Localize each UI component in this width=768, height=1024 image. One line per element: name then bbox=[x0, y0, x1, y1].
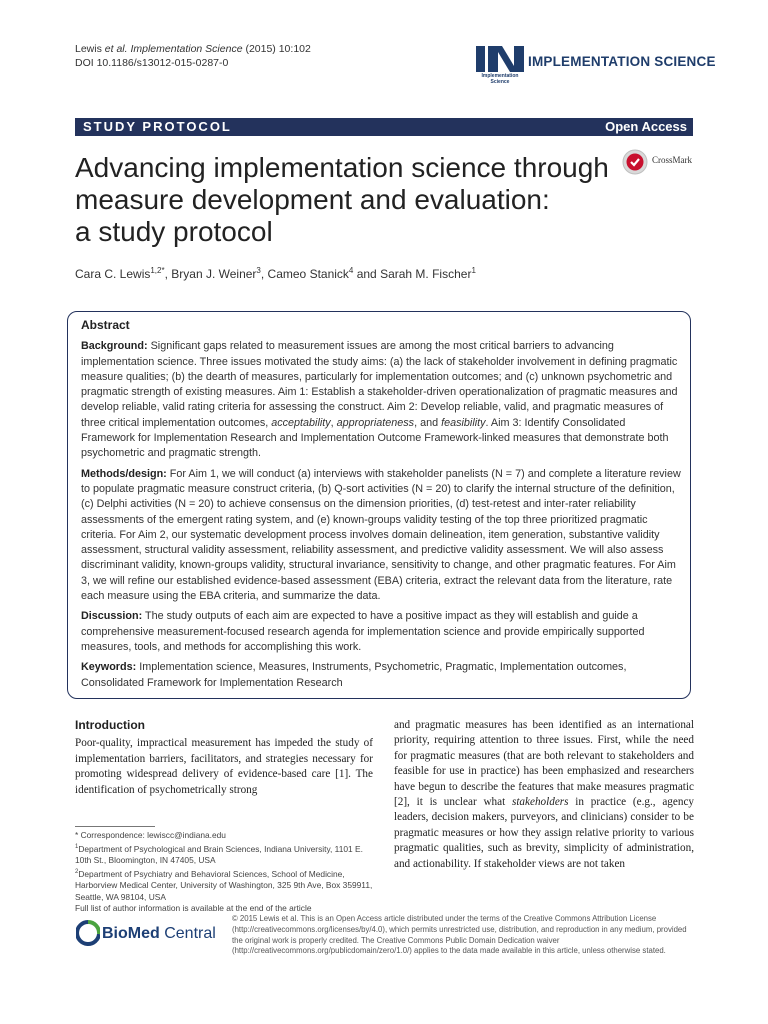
author-info-note: Full list of author information is available at the end of the article bbox=[75, 903, 312, 914]
journal-logo-text: IMPLEMENTATION SCIENCE bbox=[528, 54, 716, 69]
crossmark-label: CrossMark bbox=[652, 155, 692, 165]
license-text: © 2015 Lewis et al. This is an Open Access article distributed under the terms of the Creative Commons Attribution License (http://creativecommons.org/licenses/by/4.0), which permits unrestricted use, distribution, and reproduction in any medium, provided the original work is properly credited. The Creative Commons Public Domain Dedication waiver (http://creativecommons.org/publicdomain/zero/1.0/) applies to the data made available in this article, unless otherwise stated. bbox=[232, 914, 687, 956]
article-type-banner bbox=[75, 118, 693, 136]
intro-paragraph-continued: and pragmatic measures has been identified as an international priority, requiring attention to three issues. First, while the need for pragmatic measures (that are both relevant to stakeholders and feasible for use in practice) has been emphasized and researchers have begun to describe the features that make measures pragmatic [2], it is unclear what stakeholders in practice (e.g., agency leaders, decision makers, purveyors, and clinicians) consider to be pragmatic measures or how they assign relative priority to various pragmatic qualities, such as brevity, simplicity of administration, and actionability. If stakeholder views are not taken bbox=[394, 719, 695, 870]
author-affiliation: 1,2* bbox=[150, 266, 165, 275]
biomed-central-icon bbox=[76, 919, 100, 949]
abstract-keywords: Keywords: Implementation science, Measures, Instruments, Psychometric, Pragmatic, Implementation outcomes, Consolidated Framework for Implementation Research bbox=[81, 661, 627, 689]
correspondence-email[interactable]: * Correspondence: lewiscc@indiana.edu bbox=[75, 830, 226, 840]
biomed-central-wordmark: BioMed Central bbox=[102, 925, 216, 942]
abstract-heading: Abstract bbox=[81, 318, 130, 332]
author-name[interactable]: Cameo Stanick bbox=[267, 267, 349, 281]
citation-line: Lewis et al. Implementation Science (2015) 10:102 bbox=[75, 43, 311, 55]
article-type-label: STUDY PROTOCOL bbox=[83, 119, 232, 134]
abstract-discussion: Discussion: The study outputs of each aim are expected to have a positive impact as they will establish and guide a comprehensive measurement-focused research agenda for implementation science and provide empirically supported measures, tools, and methods for accomplishing this work. bbox=[81, 610, 645, 653]
intro-heading: Introduction bbox=[75, 718, 145, 732]
article-title bbox=[75, 152, 635, 248]
title-line-3: a study protocol bbox=[75, 216, 273, 247]
abstract-background: Background: Significant gaps related to measurement issues are among the most critical barriers to advancing implementation science. Three issues motivated the study aims: (a) the lack of stakeholder involvement in defining pragmatic measure qualities; (b) the dearth of measures, particularly for implementation outcomes; and (c) unknown psychometric and pragmatic strength of existing measures. Aim 1: Establish a stakeholder-driven operationalization of pragmatic measures and develop reliable, valid rating criteria for assessing the construct. Aim 2: Develop reliable, valid, and pragmatic measures of three critical implementation outcomes, acceptability, appropriateness, and feasibility. Aim 3: Identify Consolidated Framework for Implementation Research and Implementation Outcome Framework-linked measures that demonstrate both psychometric and pragmatic strength. bbox=[81, 340, 678, 460]
author-affiliation: 1 bbox=[471, 266, 476, 275]
author-affiliation: 3 bbox=[256, 266, 261, 275]
implementation-science-logo-icon bbox=[476, 46, 524, 72]
author-name[interactable]: Sarah M. Fischer bbox=[380, 267, 472, 281]
citation-header bbox=[75, 42, 311, 70]
crossmark-badge[interactable] bbox=[622, 149, 702, 173]
doi-link[interactable]: DOI 10.1186/s13012-015-0287-0 bbox=[75, 57, 229, 69]
author-name[interactable]: Cara C. Lewis bbox=[75, 267, 151, 281]
intro-paragraph: Poor-quality, impractical measurement has impeded the study of implementation barriers, facilitators, and strategies necessary for promoting widespread delivery of evidence-based care [1]. The identification of psychometrically strong bbox=[75, 737, 373, 796]
abstract-methods: Methods/design: For Aim 1, we will conduct (a) interviews with stakeholder panelists (N = 7) and complete a literature review to populate pragmatic measure construct criteria, (b) Q-sort activities (N = 20) to clarify the internal structure of the definition, (c) Delphi activities (N = 20) to achieve consensus on the dimension priorities, (d) test-retest and inter-rater reliability assessments of the emergent rating system, and (e) known-groups validity testing of the top three prioritized pragmatic criteria. For Aim 2, our systematic development process involves domain delineation, item generation, substantive validity assessment, structural validity assessment, reliability assessment, and predictive validity assessment. We will also assess discriminant validity, known-groups validity, structural invariance, sensitivity to change, and other pragmatic features. For Aim 3, we will refine our established evidence-based assessment (EBA) criteria, extract the relevant data from the literature, rate each measure using the EBA criteria, and summarize the data. bbox=[81, 467, 681, 603]
abstract bbox=[81, 318, 681, 696]
crossmark-icon bbox=[622, 149, 648, 175]
title-line-1: Advancing implementation science through bbox=[75, 152, 609, 183]
journal-logo[interactable] bbox=[476, 46, 716, 90]
footnotes bbox=[75, 826, 375, 915]
affiliation-1: $^1$Department of Psychological and Brain Sciences, Indiana University, 1101 E. 10th St., Bloomington, IN 47405, USA bbox=[75, 843, 363, 865]
title-line-2: measure development and evaluation: bbox=[75, 184, 550, 215]
author-name[interactable]: Bryan J. Weiner bbox=[171, 267, 257, 281]
journal-logo-small-text: Implementation Science bbox=[481, 73, 519, 85]
footnote-divider bbox=[75, 826, 155, 827]
open-access-label[interactable]: Open Access bbox=[605, 119, 687, 134]
author-list: Cara C. Lewis$^{1,2*}$, Bryan J. Weiner$^3$, Cameo Stanick$^4$ and Sarah M. Fischer$^1$ bbox=[75, 266, 476, 281]
author-affiliation: 4 bbox=[348, 266, 354, 275]
affiliation-2: $^2$Department of Psychiatry and Behavioral Sciences, School of Medicine, Harborview Medical Center, University of Washington, 325 9th Ave, Box 359911, Seattle, WA 98104, USA bbox=[75, 868, 373, 902]
intro-column-right bbox=[394, 718, 694, 872]
biomed-central-logo[interactable] bbox=[76, 916, 226, 952]
intro-column-left bbox=[75, 718, 373, 798]
